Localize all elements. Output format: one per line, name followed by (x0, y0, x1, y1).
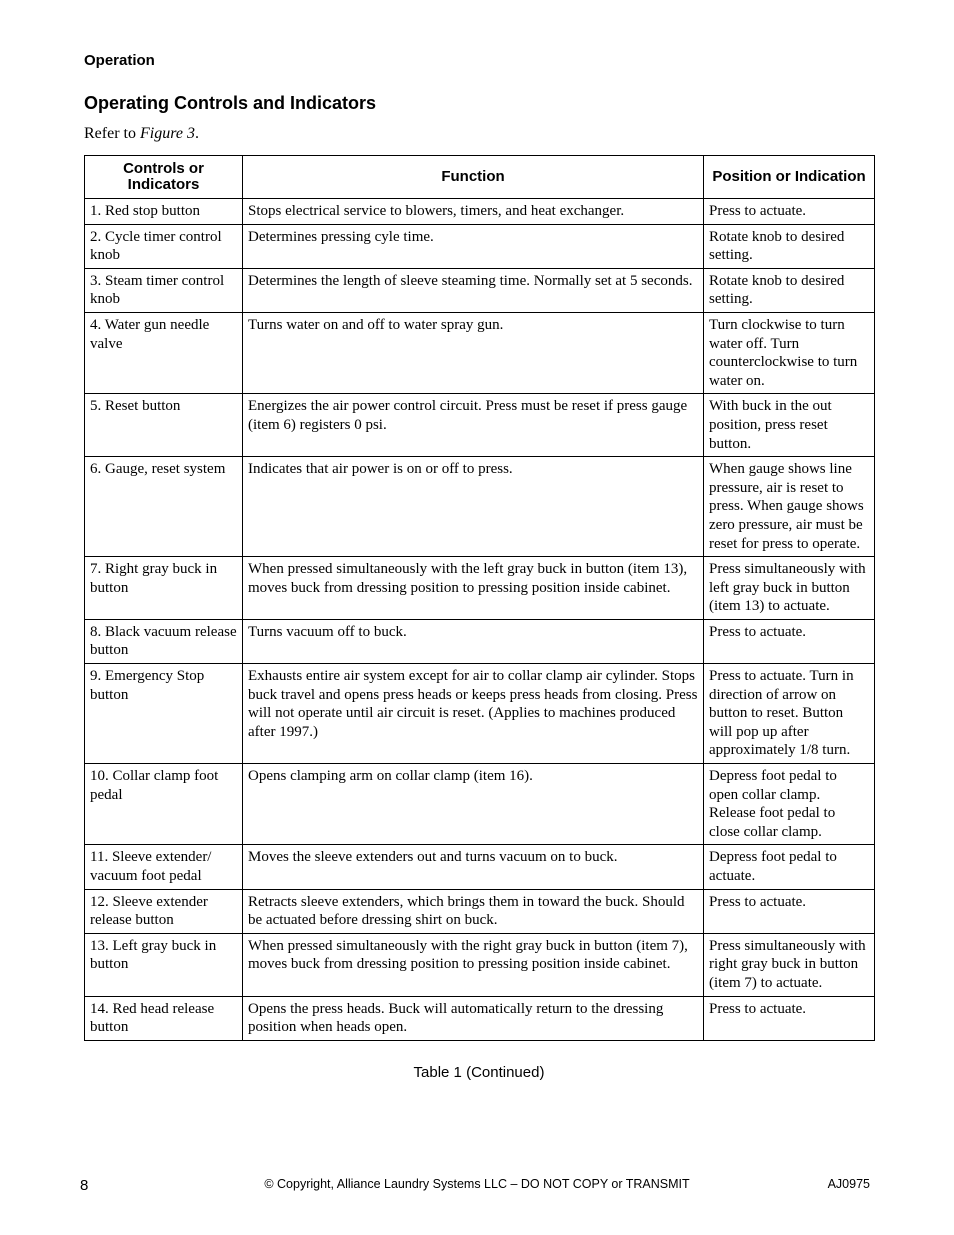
cell-control: 6. Gauge, reset system (85, 457, 243, 557)
cell-control: 12. Sleeve extender release button (85, 889, 243, 933)
cell-function: Opens clamping arm on collar clamp (item 16). (243, 764, 704, 845)
cell-function: Exhausts entire air system except for air to collar clamp air cylinder. Stops buck travel and opens press heads or keeps press heads from closing. Press will not operate until air circuit is reset. (Applies to machines produced after 1997.) (243, 664, 704, 764)
table-row (85, 889, 875, 933)
cell-function: Stops electrical service to blowers, timers, and heat exchanger. (243, 199, 704, 225)
table-row (85, 619, 875, 663)
document-id: AJ0975 (827, 1177, 870, 1191)
cell-position: Depress foot pedal to actuate. (704, 845, 875, 889)
cell-position: Turn clockwise to turn water off. Turn counterclockwise to turn water on. (704, 312, 875, 393)
cell-position: Rotate knob to desired setting. (704, 268, 875, 312)
header-position: Position or Indication (704, 156, 875, 199)
copyright-notice: © Copyright, Alliance Laundry Systems LLC – DO NOT COPY or TRANSMIT (264, 1177, 690, 1191)
table-row (85, 394, 875, 457)
refer-prefix: Refer to (84, 125, 140, 142)
cell-position: Press to actuate. Turn in direction of arrow on button to reset. Button will pop up after approximately 1/8 turn. (704, 664, 875, 764)
cell-position: Press to actuate. (704, 199, 875, 225)
cell-control: 8. Black vacuum release button (85, 619, 243, 663)
cell-function: Determines the length of sleeve steaming time. Normally set at 5 seconds. (243, 268, 704, 312)
figure-link[interactable]: Figure 3 (139, 125, 195, 142)
cell-control: 9. Emergency Stop button (85, 664, 243, 764)
cell-function: Moves the sleeve extenders out and turns vacuum on to buck. (243, 845, 704, 889)
cell-control: 3. Steam timer control knob (85, 268, 243, 312)
cell-function: Energizes the air power control circuit. Press must be reset if press gauge (item 6) registers 0 psi. (243, 394, 704, 457)
cell-function: Opens the press heads. Buck will automatically return to the dressing position when heads open. (243, 996, 704, 1040)
page-number: 8 (80, 1177, 89, 1194)
table-row (85, 199, 875, 225)
cell-function: Turns water on and off to water spray gun. (243, 312, 704, 393)
table-row (85, 933, 875, 996)
cell-position: With buck in the out position, press reset button. (704, 394, 875, 457)
cell-control: 7. Right gray buck in button (85, 557, 243, 620)
cell-control: 13. Left gray buck in button (85, 933, 243, 996)
page-title: Operating Controls and Indicators (84, 93, 377, 113)
table-body (85, 199, 875, 1041)
cell-position: Press to actuate. (704, 996, 875, 1040)
cell-function: Determines pressing cyle time. (243, 224, 704, 268)
section-label: Operation (84, 52, 155, 69)
cell-function: Indicates that air power is on or off to press. (243, 457, 704, 557)
table-row (85, 996, 875, 1040)
table-row (85, 312, 875, 393)
figure-reference (84, 125, 199, 143)
refer-suffix: . (194, 125, 199, 142)
table-row (85, 268, 875, 312)
controls-table (84, 155, 875, 1041)
table-row (85, 224, 875, 268)
cell-control: 5. Reset button (85, 394, 243, 457)
cell-control: 14. Red head release button (85, 996, 243, 1040)
cell-control: 1. Red stop button (85, 199, 243, 225)
table-row (85, 845, 875, 889)
table-caption: Table 1 (Continued) (413, 1064, 545, 1081)
table-row (85, 764, 875, 845)
cell-position: Press to actuate. (704, 889, 875, 933)
cell-function: When pressed simultaneously with the right gray buck in button (item 7), moves buck from dressing position to pressing position inside cabinet. (243, 933, 704, 996)
cell-control: 4. Water gun needle valve (85, 312, 243, 393)
cell-position: Rotate knob to desired setting. (704, 224, 875, 268)
cell-position: Depress foot pedal to open collar clamp. Release foot pedal to close collar clamp. (704, 764, 875, 845)
header-function: Function (243, 156, 704, 199)
table-row (85, 664, 875, 764)
cell-position: When gauge shows line pressure, air is reset to press. When gauge shows zero pressure, air must be reset for press to operate. (704, 457, 875, 557)
cell-position: Press simultaneously with left gray buck in button (item 13) to actuate. (704, 557, 875, 620)
header-controls: Controls or Indicators (85, 156, 243, 199)
cell-control: 11. Sleeve extender/ vacuum foot pedal (85, 845, 243, 889)
cell-function: Turns vacuum off to buck. (243, 619, 704, 663)
cell-function: Retracts sleeve extenders, which brings them in toward the buck. Should be actuated before dressing shirt on buck. (243, 889, 704, 933)
cell-position: Press to actuate. (704, 619, 875, 663)
cell-position: Press simultaneously with right gray buck in button (item 7) to actuate. (704, 933, 875, 996)
table-row (85, 457, 875, 557)
cell-function: When pressed simultaneously with the left gray buck in button (item 13), moves buck from dressing position to pressing position inside cabinet. (243, 557, 704, 620)
cell-control: 2. Cycle timer control knob (85, 224, 243, 268)
table-row (85, 557, 875, 620)
table-header-row (85, 156, 875, 199)
cell-control: 10. Collar clamp foot pedal (85, 764, 243, 845)
